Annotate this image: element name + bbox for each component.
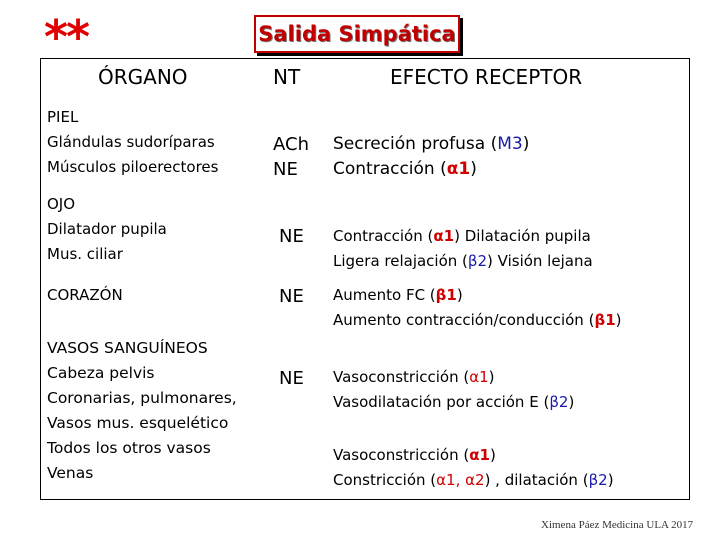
receptor-label: α1 [469, 368, 489, 386]
organ-line: Dilatador pupila [47, 220, 167, 238]
author-credit: Ximena Páez Medicina ULA 2017 [541, 519, 694, 531]
effect-line: Vasoconstricción (α1) [333, 446, 496, 464]
effect-line: Vasodilatación por acción E (β2) [333, 393, 575, 411]
organ-line: Todos los otros vasos [47, 439, 211, 457]
receptor-label: α1, α2 [436, 471, 485, 489]
effect-line: Contracción (α1) Dilatación pupila [333, 227, 591, 245]
organ-line: Glándulas sudoríparas [47, 133, 215, 151]
sympathetic-output-table [40, 58, 690, 500]
effect-line: Contracción (α1) [333, 159, 477, 179]
receptor-label: α1 [469, 446, 490, 464]
receptor-label: β1 [435, 286, 457, 304]
row-ojo-nt: NE [279, 226, 304, 247]
organ-line: OJO [47, 195, 76, 213]
row-piel-nt [273, 132, 309, 182]
row-corazon-effect [333, 283, 622, 333]
nt-value: NE [273, 159, 298, 180]
row-ojo-effect [333, 224, 593, 274]
organ-line: Vasos mus. esquelético [47, 414, 229, 432]
header-organ: ÓRGANO [98, 65, 188, 89]
effect-line: Secreción profusa (M3) [333, 134, 530, 154]
row-vasos-nt: NE [279, 368, 304, 389]
row-corazon-organ: CORAZÓN [47, 286, 123, 304]
receptor-label: α1 [433, 227, 455, 245]
row-vasos-organ [47, 336, 237, 486]
receptor-label: β2 [549, 393, 569, 411]
row-vasos-effect-a [333, 365, 574, 415]
receptor-label: β2 [588, 471, 608, 489]
organ-line: Coronarias, pulmonares, [47, 389, 237, 407]
receptor-label: β2 [467, 252, 488, 270]
receptor-label: α1 [446, 159, 471, 179]
effect-line: Constricción (α1, α2) , dilatación (β2) [333, 471, 614, 489]
effect-line: Ligera relajación (β2) Visión lejana [333, 252, 593, 270]
organ-line: PIEL [47, 108, 79, 126]
header-effect: EFECTO RECEPTOR [390, 65, 583, 89]
row-piel-organ [47, 105, 218, 180]
effect-line: Aumento contracción/conducción (β1) [333, 311, 622, 329]
receptor-label: β1 [594, 311, 616, 329]
row-piel-effect [333, 132, 529, 182]
slide-title: Salida Simpática [254, 15, 460, 53]
row-vasos-effect-b [333, 443, 614, 493]
double-asterisk-mark: ** [44, 10, 89, 64]
receptor-label: M3 [497, 134, 523, 154]
organ-line: VASOS SANGUÍNEOS [47, 339, 208, 357]
effect-line: Aumento FC (β1) [333, 286, 463, 304]
organ-line: Mus. ciliar [47, 245, 123, 263]
organ-line: Músculos piloerectores [47, 158, 219, 176]
row-ojo-organ [47, 192, 167, 267]
header-nt: NT [273, 65, 301, 89]
organ-line: Cabeza pelvis [47, 364, 155, 382]
effect-line: Vasoconstricción (α1) [333, 368, 495, 386]
row-corazon-nt: NE [279, 286, 304, 307]
nt-value: ACh [273, 134, 309, 155]
organ-line: Venas [47, 464, 94, 482]
